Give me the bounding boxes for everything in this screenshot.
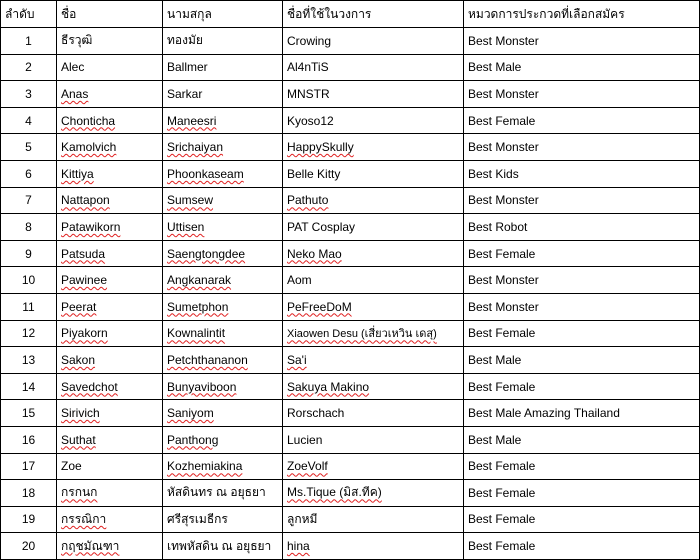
table-row bbox=[1, 240, 700, 267]
cell-category-text: Best Female bbox=[468, 246, 536, 261]
cell-category-text: Best Kids bbox=[468, 166, 519, 181]
cell-first-name bbox=[57, 81, 163, 108]
cell-category bbox=[464, 320, 700, 347]
cell-number-text: 8 bbox=[25, 219, 32, 234]
cell-number bbox=[1, 214, 57, 241]
cell-first-name-text: Piyakorn bbox=[61, 326, 108, 341]
table-row bbox=[1, 107, 700, 134]
cell-number-text: 10 bbox=[21, 273, 36, 288]
cell-alias bbox=[283, 293, 464, 320]
cell-last-name-text: ศรีสุรเมธีกร bbox=[167, 511, 228, 526]
cell-last-name bbox=[163, 267, 283, 294]
cell-first-name bbox=[57, 347, 163, 374]
cell-first-name-text: Patsuda bbox=[61, 246, 106, 261]
cell-alias bbox=[283, 426, 464, 453]
cell-last-name-text: Maneesri bbox=[167, 113, 217, 128]
cell-alias-text: Xiaowen Desu (เสี่ยวเหวิน เดสุ) bbox=[287, 328, 437, 341]
cell-last-name bbox=[163, 320, 283, 347]
table-row bbox=[1, 267, 700, 294]
cell-number-text: 4 bbox=[25, 113, 32, 128]
cell-last-name-text: Panthong bbox=[167, 432, 219, 447]
cell-category-text: Best Monster bbox=[468, 140, 539, 155]
cell-first-name bbox=[57, 267, 163, 294]
cell-last-name bbox=[163, 453, 283, 480]
table-row bbox=[1, 54, 700, 81]
cell-alias-text: Sa'i bbox=[287, 352, 307, 367]
cell-alias-text: Sakuya Makino bbox=[287, 379, 370, 394]
cell-category-text: Best Monster bbox=[468, 193, 539, 208]
cell-category-text: Best Monster bbox=[468, 299, 539, 314]
cell-number-text: 16 bbox=[21, 432, 36, 447]
cell-category bbox=[464, 187, 700, 214]
cell-alias-text: HappySkully bbox=[287, 140, 354, 155]
cell-first-name-text: กฤชมัณฑา bbox=[61, 538, 120, 553]
cell-last-name-text: Uttisen bbox=[167, 219, 205, 234]
cell-category bbox=[464, 400, 700, 427]
cell-number-text: 1 bbox=[25, 33, 32, 48]
table-row bbox=[1, 506, 700, 533]
table-row bbox=[1, 480, 700, 507]
cell-last-name-text: Saengtongdee bbox=[167, 246, 246, 261]
cell-first-name bbox=[57, 28, 163, 55]
cell-category bbox=[464, 373, 700, 400]
cell-number bbox=[1, 506, 57, 533]
cell-last-name-text: Bunyaviboon bbox=[167, 379, 237, 394]
cell-number bbox=[1, 533, 57, 560]
cell-number-text: 17 bbox=[21, 459, 36, 474]
cell-number bbox=[1, 320, 57, 347]
header-row bbox=[1, 1, 700, 28]
cell-last-name bbox=[163, 187, 283, 214]
cell-first-name-text: Anas bbox=[61, 86, 89, 101]
cell-last-name-text: Petchthananon bbox=[167, 352, 248, 367]
cell-category bbox=[464, 160, 700, 187]
table-row bbox=[1, 160, 700, 187]
cell-last-name-text: Phoonkaseam bbox=[167, 166, 244, 181]
header-cell-number: ลำดับ bbox=[1, 1, 57, 28]
cell-alias bbox=[283, 28, 464, 55]
cell-number-text: 13 bbox=[21, 352, 36, 367]
cell-last-name bbox=[163, 293, 283, 320]
cell-category-text: Best Female bbox=[468, 512, 536, 527]
cell-number-text: 14 bbox=[21, 379, 36, 394]
cell-number-text: 11 bbox=[22, 299, 35, 314]
cell-first-name-text: Sirivich bbox=[61, 406, 100, 421]
cell-first-name-text: Peerat bbox=[61, 299, 97, 314]
cell-last-name bbox=[163, 533, 283, 560]
cell-first-name-text: Alec bbox=[61, 60, 85, 75]
cell-last-name bbox=[163, 373, 283, 400]
cell-category bbox=[464, 480, 700, 507]
cell-number-text: 9 bbox=[25, 246, 32, 261]
cell-category-text: Best Female bbox=[468, 379, 536, 394]
table-row bbox=[1, 347, 700, 374]
header-cell-category: หมวดการประกวดที่เลือกสมัคร bbox=[464, 1, 700, 28]
cell-number-text: 19 bbox=[21, 512, 36, 527]
cell-number bbox=[1, 134, 57, 161]
cell-category-text: Best Female bbox=[468, 326, 536, 341]
cell-alias-text: ZoeVolf bbox=[287, 459, 328, 474]
cell-first-name-text: Zoe bbox=[61, 459, 82, 474]
cell-number-text: 7 bbox=[25, 193, 32, 208]
cell-category bbox=[464, 426, 700, 453]
cell-alias-text: MNSTR bbox=[287, 86, 330, 101]
cell-first-name-text: Sakon bbox=[61, 352, 96, 367]
cell-category-text: Best Female bbox=[468, 459, 536, 474]
cell-number bbox=[1, 347, 57, 374]
cell-first-name bbox=[57, 187, 163, 214]
cell-alias bbox=[283, 506, 464, 533]
table-row bbox=[1, 533, 700, 560]
cell-number bbox=[1, 240, 57, 267]
cell-last-name-text: Ballmer bbox=[167, 60, 208, 75]
cell-number bbox=[1, 480, 57, 507]
cell-category-text: Best Monster bbox=[468, 273, 539, 288]
cell-alias bbox=[283, 373, 464, 400]
table-row bbox=[1, 400, 700, 427]
cell-number bbox=[1, 160, 57, 187]
cell-alias bbox=[283, 453, 464, 480]
header-cell-last-name: นามสกุล bbox=[163, 1, 283, 28]
cell-category bbox=[464, 214, 700, 241]
cell-alias-text: Ms.Tique (มิส.ทีค) bbox=[287, 485, 382, 500]
cell-category-text: Best Robot bbox=[468, 219, 528, 234]
cell-number bbox=[1, 81, 57, 108]
table-row bbox=[1, 214, 700, 241]
cell-number bbox=[1, 28, 57, 55]
cell-last-name-text: เทพหัสดิน ณ อยุธยา bbox=[167, 538, 272, 553]
cell-category bbox=[464, 267, 700, 294]
cell-alias-text: Crowing bbox=[287, 33, 332, 48]
cell-last-name bbox=[163, 81, 283, 108]
cell-last-name-text: Kownalintit bbox=[167, 326, 226, 341]
cell-first-name bbox=[57, 320, 163, 347]
cell-last-name bbox=[163, 347, 283, 374]
cell-category bbox=[464, 107, 700, 134]
cell-category-text: Best Male bbox=[468, 352, 522, 367]
cell-first-name bbox=[57, 533, 163, 560]
cell-number bbox=[1, 54, 57, 81]
cell-number-text: 5 bbox=[25, 140, 32, 155]
cell-first-name-text: Chonticha bbox=[61, 113, 116, 128]
cell-alias bbox=[283, 320, 464, 347]
cell-first-name bbox=[57, 54, 163, 81]
cell-category-text: Best Male bbox=[468, 432, 522, 447]
cell-last-name bbox=[163, 160, 283, 187]
cell-number-text: 18 bbox=[21, 485, 36, 500]
cell-alias bbox=[283, 134, 464, 161]
cell-category-text: Best Female bbox=[468, 485, 536, 500]
cell-first-name-text: Kittiya bbox=[61, 166, 94, 181]
cell-alias bbox=[283, 400, 464, 427]
cell-alias-text: Pathuto bbox=[287, 193, 329, 208]
cell-category bbox=[464, 134, 700, 161]
cell-first-name bbox=[57, 400, 163, 427]
cell-alias bbox=[283, 107, 464, 134]
cell-last-name bbox=[163, 54, 283, 81]
cell-alias bbox=[283, 187, 464, 214]
cell-alias-text: Aom bbox=[287, 273, 312, 288]
cell-category bbox=[464, 28, 700, 55]
cell-first-name-text: Savedchot bbox=[61, 379, 118, 394]
cell-first-name-text: Kamolvich bbox=[61, 140, 117, 155]
cell-alias-text: Rorschach bbox=[287, 406, 345, 421]
cell-alias bbox=[283, 480, 464, 507]
cell-first-name bbox=[57, 214, 163, 241]
cell-number bbox=[1, 187, 57, 214]
cell-last-name bbox=[163, 214, 283, 241]
cell-number bbox=[1, 107, 57, 134]
cell-first-name bbox=[57, 480, 163, 507]
cell-first-name-text: Nattapon bbox=[61, 193, 110, 208]
cell-first-name bbox=[57, 373, 163, 400]
cell-number-text: 6 bbox=[25, 166, 32, 181]
cell-number bbox=[1, 453, 57, 480]
cell-number-text: 20 bbox=[21, 539, 36, 554]
cell-alias bbox=[283, 240, 464, 267]
cell-last-name-text: Saniyom bbox=[167, 406, 214, 421]
cell-alias-text: Lucien bbox=[287, 432, 323, 447]
cell-alias-text: ลูกหมี bbox=[287, 511, 318, 526]
cell-first-name bbox=[57, 107, 163, 134]
cell-category-text: Best Monster bbox=[468, 86, 539, 101]
table-row bbox=[1, 187, 700, 214]
table-row bbox=[1, 293, 700, 320]
cell-first-name bbox=[57, 426, 163, 453]
cell-first-name-text: Patawikorn bbox=[61, 219, 121, 234]
cell-category bbox=[464, 81, 700, 108]
cell-last-name bbox=[163, 107, 283, 134]
cell-category-text: Best Female bbox=[468, 113, 536, 128]
cell-last-name bbox=[163, 134, 283, 161]
cell-last-name-text: Sumsew bbox=[167, 193, 214, 208]
cell-last-name-text: Kozhemiakina bbox=[167, 459, 243, 474]
cell-number-text: 15 bbox=[21, 406, 36, 421]
cell-alias-text: PAT Cosplay bbox=[287, 219, 356, 234]
cell-alias bbox=[283, 347, 464, 374]
cell-category bbox=[464, 293, 700, 320]
table-row bbox=[1, 28, 700, 55]
cell-first-name-text: ธีรวุฒิ bbox=[61, 33, 93, 48]
cell-number bbox=[1, 267, 57, 294]
cell-first-name bbox=[57, 240, 163, 267]
cell-category-text: Best Female bbox=[468, 539, 536, 554]
cell-alias bbox=[283, 160, 464, 187]
cell-alias-text: hina bbox=[287, 539, 310, 554]
cell-number bbox=[1, 400, 57, 427]
cell-first-name-text: กรรณิกา bbox=[61, 511, 107, 526]
cell-alias bbox=[283, 54, 464, 81]
cell-last-name bbox=[163, 400, 283, 427]
cell-number-text: 2 bbox=[25, 60, 32, 75]
cell-last-name-text: Angkanarak bbox=[167, 273, 232, 288]
cell-first-name bbox=[57, 506, 163, 533]
cell-first-name bbox=[57, 160, 163, 187]
cell-last-name bbox=[163, 28, 283, 55]
table-row bbox=[1, 453, 700, 480]
cell-number-text: 3 bbox=[25, 86, 32, 101]
cell-first-name-text: Suthat bbox=[61, 432, 96, 447]
cell-alias-text: PeFreeDoM bbox=[287, 299, 352, 314]
cell-alias-text: Neko Mao bbox=[287, 246, 342, 261]
cell-last-name-text: Sumetphon bbox=[167, 299, 229, 314]
cell-category bbox=[464, 54, 700, 81]
cell-number bbox=[1, 373, 57, 400]
cell-alias-text: Belle Kitty bbox=[287, 166, 341, 181]
cell-last-name bbox=[163, 480, 283, 507]
cell-last-name bbox=[163, 426, 283, 453]
cell-last-name-text: Srichaiyan bbox=[167, 140, 224, 155]
table-row bbox=[1, 373, 700, 400]
cell-alias bbox=[283, 214, 464, 241]
header-cell-first-name: ชื่อ bbox=[57, 1, 163, 28]
table-row bbox=[1, 320, 700, 347]
cell-first-name-text: กรกนก bbox=[61, 485, 98, 500]
table-row bbox=[1, 81, 700, 108]
cell-first-name-text: Pawinee bbox=[61, 273, 108, 288]
table-row bbox=[1, 134, 700, 161]
cell-first-name bbox=[57, 293, 163, 320]
cell-category-text: Best Monster bbox=[468, 33, 539, 48]
cell-last-name-text: ทองมัย bbox=[167, 33, 203, 48]
cell-alias bbox=[283, 267, 464, 294]
cell-category bbox=[464, 240, 700, 267]
cell-alias-text: Kyoso12 bbox=[287, 113, 334, 128]
cell-category-text: Best Male bbox=[468, 60, 522, 75]
cell-first-name bbox=[57, 453, 163, 480]
cell-number-text: 12 bbox=[21, 326, 36, 341]
cell-category bbox=[464, 533, 700, 560]
cell-number bbox=[1, 426, 57, 453]
header-cell-alias: ชื่อที่ใช้ในวงการ bbox=[283, 1, 464, 28]
cell-category bbox=[464, 453, 700, 480]
cell-number bbox=[1, 293, 57, 320]
cell-category-text: Best Male Amazing Thailand bbox=[468, 406, 620, 421]
table-row bbox=[1, 426, 700, 453]
cell-first-name bbox=[57, 134, 163, 161]
cell-last-name bbox=[163, 240, 283, 267]
cell-last-name bbox=[163, 506, 283, 533]
cell-alias-text: Al4nTiS bbox=[287, 60, 329, 75]
cell-alias bbox=[283, 533, 464, 560]
cell-alias bbox=[283, 81, 464, 108]
cell-last-name-text: Sarkar bbox=[167, 86, 203, 101]
cell-category bbox=[464, 347, 700, 374]
cell-last-name-text: หัสดินทร ณ อยุธยา bbox=[167, 485, 266, 500]
cell-category bbox=[464, 506, 700, 533]
